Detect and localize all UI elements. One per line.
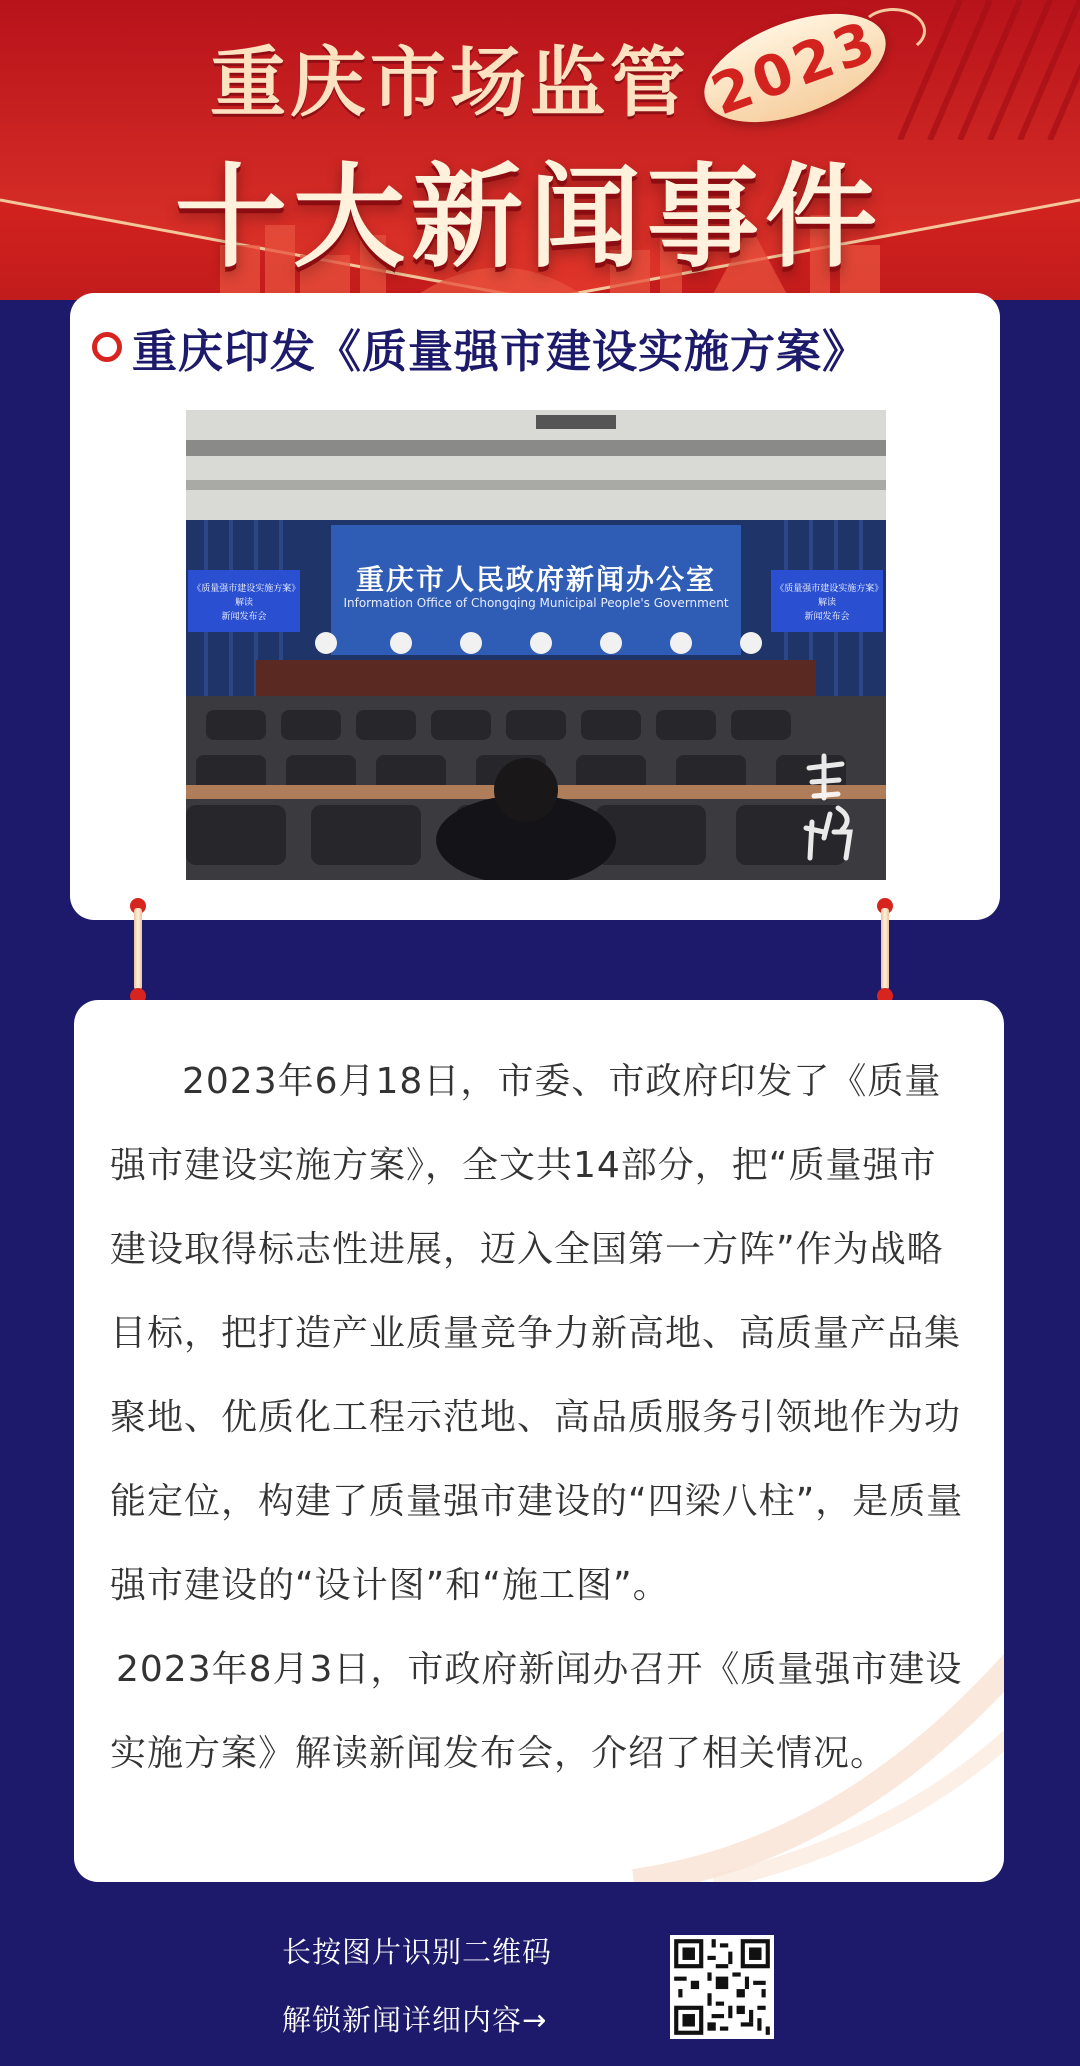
article-body bbox=[110, 1040, 970, 1796]
right-screen-line1: 《质量强市建设实施方案》解读 bbox=[775, 584, 879, 608]
body-paragraph-1: 2023年6月18日，市委、市政府印发了《质量强市建设实施方案》，全文共14部分，把“质量强市建设取得标志性进展，迈入全国第一方阵”作为战略目标，把打造产业质量竞争力新高地、高质量产品集聚地、优质化工程示范地、高品质服务引领地作为功能定位，构建了质量强市建设的“四梁八柱”，是质量强市建设的“设计图”和“施工图”。 bbox=[110, 1061, 964, 1606]
chongqing-release-watermark-logo bbox=[754, 748, 874, 866]
qr-code[interactable] bbox=[670, 1935, 774, 2039]
bullet-ring-icon bbox=[92, 332, 122, 362]
article-headline bbox=[92, 319, 982, 378]
year-badge: 2023 bbox=[690, 0, 900, 144]
press-conference-photo bbox=[186, 410, 886, 880]
footer-instruction-line2[interactable]: 解锁新闻详细内容→ bbox=[282, 2003, 548, 2037]
headline-text: 重庆印发《质量强市建设实施方案》 bbox=[132, 324, 869, 378]
left-screen-line1: 《质量强市建设实施方案》解读 bbox=[192, 584, 296, 608]
left-screen-line2: 新闻发布会 bbox=[221, 612, 267, 622]
right-screen-caption bbox=[775, 582, 879, 624]
article-body-card bbox=[74, 1000, 1004, 1882]
body-paragraph-2: 2023年8月3日，市政府新闻办召开《质量强市建设实施方案》解读新闻发布会，介绍了相关情况。 bbox=[110, 1649, 963, 1774]
header-banner bbox=[0, 0, 1080, 300]
right-screen-line2: 新闻发布会 bbox=[804, 612, 850, 622]
footer-instruction-line1: 长按图片识别二维码 bbox=[282, 1935, 553, 1969]
headline-card bbox=[70, 293, 1000, 920]
header-title-line2: 十大新闻事件 bbox=[175, 153, 883, 283]
left-screen-caption bbox=[192, 582, 296, 624]
backdrop-subtitle: Information Office of Chongqing Municipal People's Government bbox=[343, 596, 729, 610]
backdrop-title: 重庆市人民政府新闻办公室 bbox=[355, 563, 716, 596]
header-title-line1: 重庆市场监管 bbox=[210, 38, 690, 127]
